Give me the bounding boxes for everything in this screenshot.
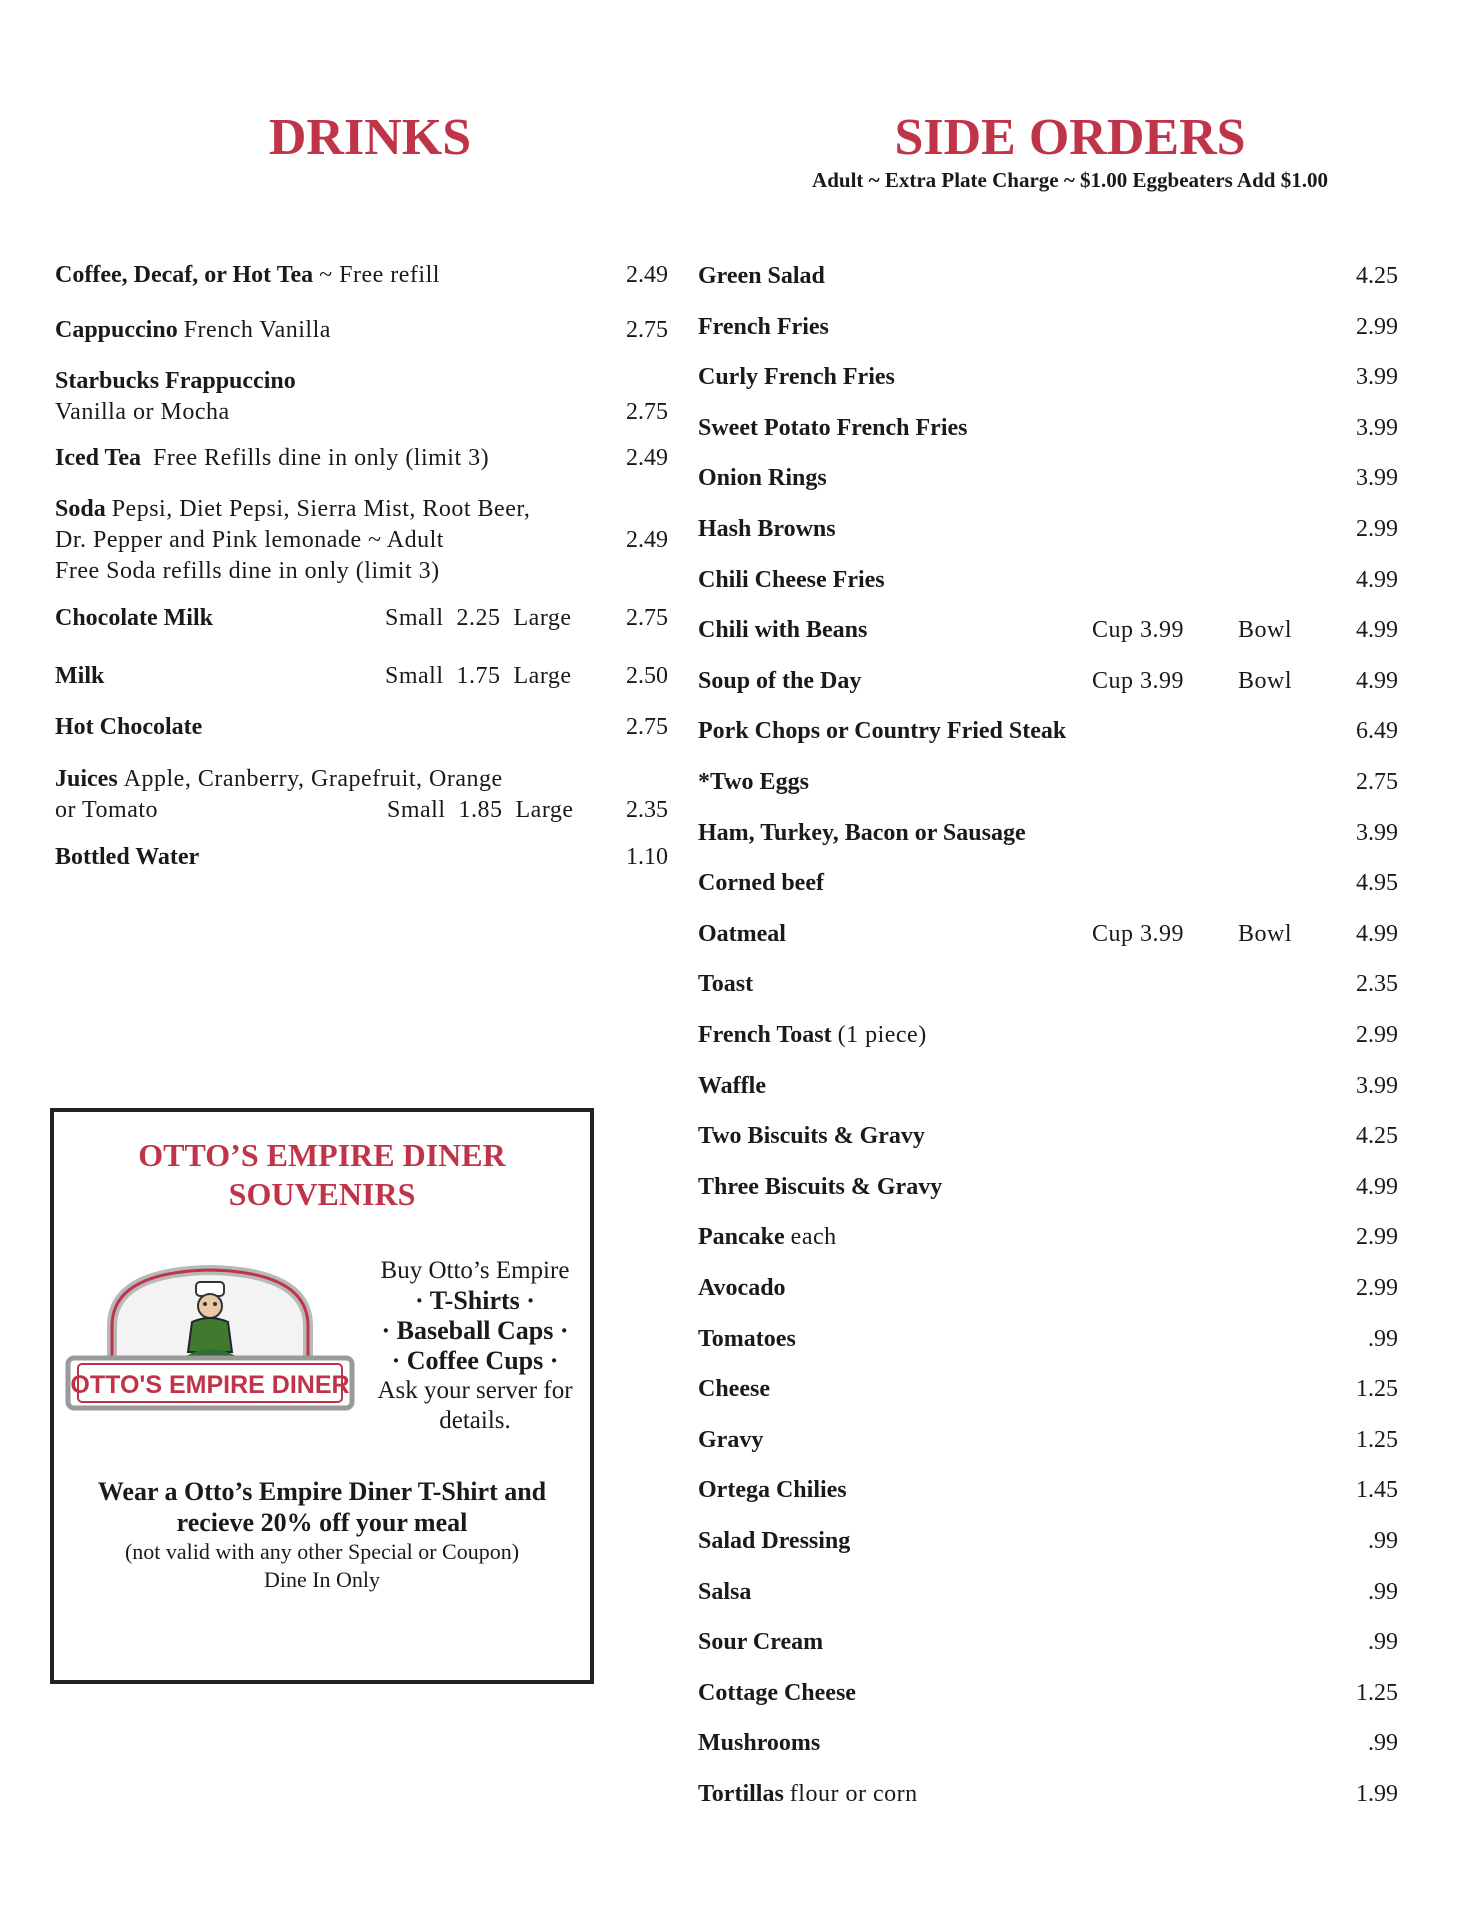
size-prices xyxy=(387,795,574,826)
item-desc: or Tomato xyxy=(55,797,159,823)
item-name: Starbucks Frappuccino xyxy=(55,368,296,394)
side-order-item xyxy=(698,412,1398,444)
side-order-item xyxy=(698,1626,1398,1658)
item-desc: Pepsi, Diet Pepsi, Sierra Mist, Root Beer, xyxy=(111,496,531,522)
item-desc: Apple, Cranberry, Grapefruit, Orange xyxy=(123,766,503,792)
side-order-item xyxy=(698,817,1398,849)
drink-item-milk xyxy=(55,661,668,692)
large-label: Large xyxy=(513,663,572,689)
drink-item-iced-tea xyxy=(55,443,668,474)
item-name: Corned beef xyxy=(698,870,824,896)
drink-item-chocolate-milk xyxy=(55,603,668,634)
side-order-item xyxy=(698,1019,1398,1051)
side-order-item xyxy=(698,1424,1398,1456)
item-name: Waffle xyxy=(698,1073,766,1099)
small-price: 1.75 xyxy=(456,663,501,689)
side-orders-heading: SIDE ORDERS xyxy=(894,109,1246,166)
buy-intro: Buy Otto’s Empire xyxy=(380,1257,570,1284)
item-price: 3.99 xyxy=(1356,465,1398,491)
side-order-item xyxy=(698,1727,1398,1759)
item-price: 4.99 xyxy=(1356,668,1398,694)
souvenir-title xyxy=(54,1136,590,1214)
item-name: Oatmeal xyxy=(698,921,786,947)
item-price: 6.49 xyxy=(1356,718,1398,744)
side-order-item xyxy=(698,462,1398,494)
item-price: 2.75 xyxy=(1356,769,1398,795)
large-label: Large xyxy=(513,605,572,631)
item-price: 2.99 xyxy=(1356,1224,1398,1250)
ask-server-line2: details. xyxy=(439,1407,511,1434)
drink-item-juices xyxy=(55,764,668,826)
item-name: Mushrooms xyxy=(698,1730,821,1756)
side-order-item xyxy=(698,1272,1398,1304)
item-price: .99 xyxy=(1368,1579,1398,1605)
item-price: 2.75 xyxy=(626,605,668,631)
item-desc: flour or corn xyxy=(789,1781,918,1807)
side-order-item xyxy=(698,1323,1398,1355)
item-price: 1.25 xyxy=(1356,1427,1398,1453)
bowl-label: Bowl xyxy=(1238,617,1293,643)
side-order-item xyxy=(698,614,1398,646)
cup-price: Cup 3.99 xyxy=(1092,921,1185,947)
item-desc: Dr. Pepper and Pink lemonade ~ Adult xyxy=(55,527,444,553)
large-label: Large xyxy=(515,797,574,823)
item-price: 1.10 xyxy=(626,844,668,870)
small-label: Small xyxy=(387,797,446,823)
side-order-item xyxy=(698,1070,1398,1102)
ask-server-line1: Ask your server for xyxy=(377,1377,573,1404)
item-price: 1.45 xyxy=(1356,1477,1398,1503)
souvenir-title-line2: SOUVENIRS xyxy=(228,1176,416,1212)
drink-item-coffee xyxy=(55,260,668,291)
item-desc: each xyxy=(790,1224,837,1250)
souvenir-items xyxy=(354,1256,596,1436)
item-name: Three Biscuits & Gravy xyxy=(698,1174,943,1200)
side-order-item xyxy=(698,715,1398,747)
side-order-item xyxy=(698,1778,1398,1810)
item-name: Iced Tea xyxy=(55,445,142,471)
item-price: 2.35 xyxy=(626,797,668,823)
item-name: Sweet Potato French Fries xyxy=(698,415,968,441)
item-price: 2.99 xyxy=(1356,1022,1398,1048)
side-order-item xyxy=(698,665,1398,697)
item-name: Tomatoes xyxy=(698,1326,796,1352)
item-name: Cottage Cheese xyxy=(698,1680,856,1706)
side-order-item xyxy=(698,1525,1398,1557)
item-price: 4.95 xyxy=(1356,870,1398,896)
drink-item-frappuccino xyxy=(55,366,668,428)
item-name: Avocado xyxy=(698,1275,786,1301)
item-name: Green Salad xyxy=(698,263,825,289)
item-desc: Free Refills dine in only (limit 3) xyxy=(153,445,490,471)
item-name: Ortega Chilies xyxy=(698,1477,847,1503)
item-name: Salad Dressing xyxy=(698,1528,851,1554)
item-name: Hash Browns xyxy=(698,516,836,542)
item-price: 4.25 xyxy=(1356,263,1398,289)
souvenir-title-line1: OTTO’S EMPIRE DINER xyxy=(138,1137,506,1173)
side-order-item xyxy=(698,260,1398,292)
item-desc: Vanilla or Mocha xyxy=(55,399,230,425)
item-name: Cappuccino xyxy=(55,317,178,343)
item-name: Ham, Turkey, Bacon or Sausage xyxy=(698,820,1026,846)
side-order-item xyxy=(698,766,1398,798)
item-price: 1.25 xyxy=(1356,1376,1398,1402)
item-name: Curly French Fries xyxy=(698,364,895,390)
item-name: Juices xyxy=(55,766,118,792)
drink-item-soda xyxy=(55,494,668,587)
item-price: 2.75 xyxy=(626,399,668,425)
item-price: 2.75 xyxy=(626,714,668,740)
item-price: 2.50 xyxy=(626,663,668,689)
cup-price: Cup 3.99 xyxy=(1092,668,1185,694)
item-price: 2.49 xyxy=(626,527,668,553)
item-name: Salsa xyxy=(698,1579,752,1605)
small-price: 2.25 xyxy=(456,605,501,631)
side-order-item xyxy=(698,564,1398,596)
item-price: 2.49 xyxy=(626,445,668,471)
side-order-item xyxy=(698,1474,1398,1506)
item-price: 2.99 xyxy=(1356,314,1398,340)
item-name: Two Biscuits & Gravy xyxy=(698,1123,925,1149)
item-price: 2.49 xyxy=(626,262,668,288)
drink-item-water xyxy=(55,842,668,873)
item-price: 2.35 xyxy=(1356,971,1398,997)
offer-line2: recieve 20% off your meal xyxy=(176,1508,468,1537)
item-name: Coffee, Decaf, or Hot Tea xyxy=(55,262,314,288)
item-name: Cheese xyxy=(698,1376,770,1402)
coffee-cups-item: · Coffee Cups · xyxy=(391,1346,559,1375)
item-price: 4.99 xyxy=(1356,567,1398,593)
item-name: Soda xyxy=(55,496,106,522)
baseball-caps-item: · Baseball Caps · xyxy=(381,1316,569,1345)
item-price: .99 xyxy=(1368,1629,1398,1655)
side-order-item xyxy=(698,1677,1398,1709)
item-name: Chocolate Milk xyxy=(55,605,213,631)
small-label: Small xyxy=(385,605,444,631)
item-price: .99 xyxy=(1368,1730,1398,1756)
side-orders-note: Adult ~ Extra Plate Charge ~ $1.00 Eggbeaters Add $1.00 xyxy=(812,168,1328,192)
item-name: Soup of the Day xyxy=(698,668,862,694)
item-name: *Two Eggs xyxy=(698,769,809,795)
item-price: 3.99 xyxy=(1356,1073,1398,1099)
drink-item-cappuccino xyxy=(55,315,668,346)
souvenir-box xyxy=(50,1108,594,1684)
item-price: 2.99 xyxy=(1356,1275,1398,1301)
item-name: Gravy xyxy=(698,1427,764,1453)
item-price: .99 xyxy=(1368,1326,1398,1352)
offer-fine-print: (not valid with any other Special or Coupon) xyxy=(124,1539,520,1564)
item-price: 4.25 xyxy=(1356,1123,1398,1149)
size-prices xyxy=(385,603,572,634)
small-label: Small xyxy=(385,663,444,689)
item-price: 1.25 xyxy=(1356,1680,1398,1706)
side-order-item xyxy=(698,1373,1398,1405)
side-order-item xyxy=(698,918,1398,950)
bowl-label: Bowl xyxy=(1238,668,1293,694)
tshirt-discount-offer xyxy=(54,1476,590,1594)
tshirts-item: · T-Shirts · xyxy=(415,1286,535,1315)
item-name: Milk xyxy=(55,663,105,689)
item-price: .99 xyxy=(1368,1528,1398,1554)
size-prices xyxy=(385,661,572,692)
drinks-heading: DRINKS xyxy=(268,109,472,166)
item-name: Pork Chops or Country Fried Steak xyxy=(698,718,1067,744)
item-price: 4.99 xyxy=(1356,1174,1398,1200)
item-name: Onion Rings xyxy=(698,465,827,491)
offer-line1: Wear a Otto’s Empire Diner T-Shirt and xyxy=(97,1477,547,1506)
item-name: Chili Cheese Fries xyxy=(698,567,885,593)
item-price: 4.99 xyxy=(1356,617,1398,643)
item-desc: French Vanilla xyxy=(183,317,331,343)
small-price: 1.85 xyxy=(458,797,503,823)
drink-item-hot-chocolate xyxy=(55,712,668,743)
cup-price: Cup 3.99 xyxy=(1092,617,1185,643)
svg-text:OTTO'S EMPIRE DINER: OTTO'S EMPIRE DINER xyxy=(70,1371,350,1399)
item-name: Bottled Water xyxy=(55,844,200,870)
side-order-item xyxy=(698,867,1398,899)
side-order-item xyxy=(698,513,1398,545)
side-order-item xyxy=(698,361,1398,393)
item-price: 3.99 xyxy=(1356,364,1398,390)
side-order-item xyxy=(698,1221,1398,1253)
side-order-item xyxy=(698,1171,1398,1203)
item-price: 3.99 xyxy=(1356,415,1398,441)
item-name: Hot Chocolate xyxy=(55,714,203,740)
side-order-item xyxy=(698,1120,1398,1152)
item-price: 2.99 xyxy=(1356,516,1398,542)
ottos-empire-diner-logo xyxy=(60,1256,360,1426)
item-desc: (1 piece) xyxy=(837,1022,927,1048)
side-order-item xyxy=(698,311,1398,343)
item-desc: ~ Free refill xyxy=(319,262,440,288)
item-price: 2.75 xyxy=(626,317,668,343)
offer-dine-in-only: Dine In Only xyxy=(263,1567,381,1592)
item-name: Chili with Beans xyxy=(698,617,868,643)
item-price: 1.99 xyxy=(1356,1781,1398,1807)
item-name: French Toast xyxy=(698,1022,832,1048)
side-order-item xyxy=(698,1576,1398,1608)
item-name: Tortillas xyxy=(698,1781,784,1807)
item-name: Toast xyxy=(698,971,754,997)
item-name: Pancake xyxy=(698,1224,785,1250)
item-name: Sour Cream xyxy=(698,1629,824,1655)
side-order-item xyxy=(698,968,1398,1000)
bowl-label: Bowl xyxy=(1238,921,1293,947)
item-price: 4.99 xyxy=(1356,921,1398,947)
item-desc: Free Soda refills dine in only (limit 3) xyxy=(55,558,440,584)
item-price: 3.99 xyxy=(1356,820,1398,846)
item-name: French Fries xyxy=(698,314,829,340)
